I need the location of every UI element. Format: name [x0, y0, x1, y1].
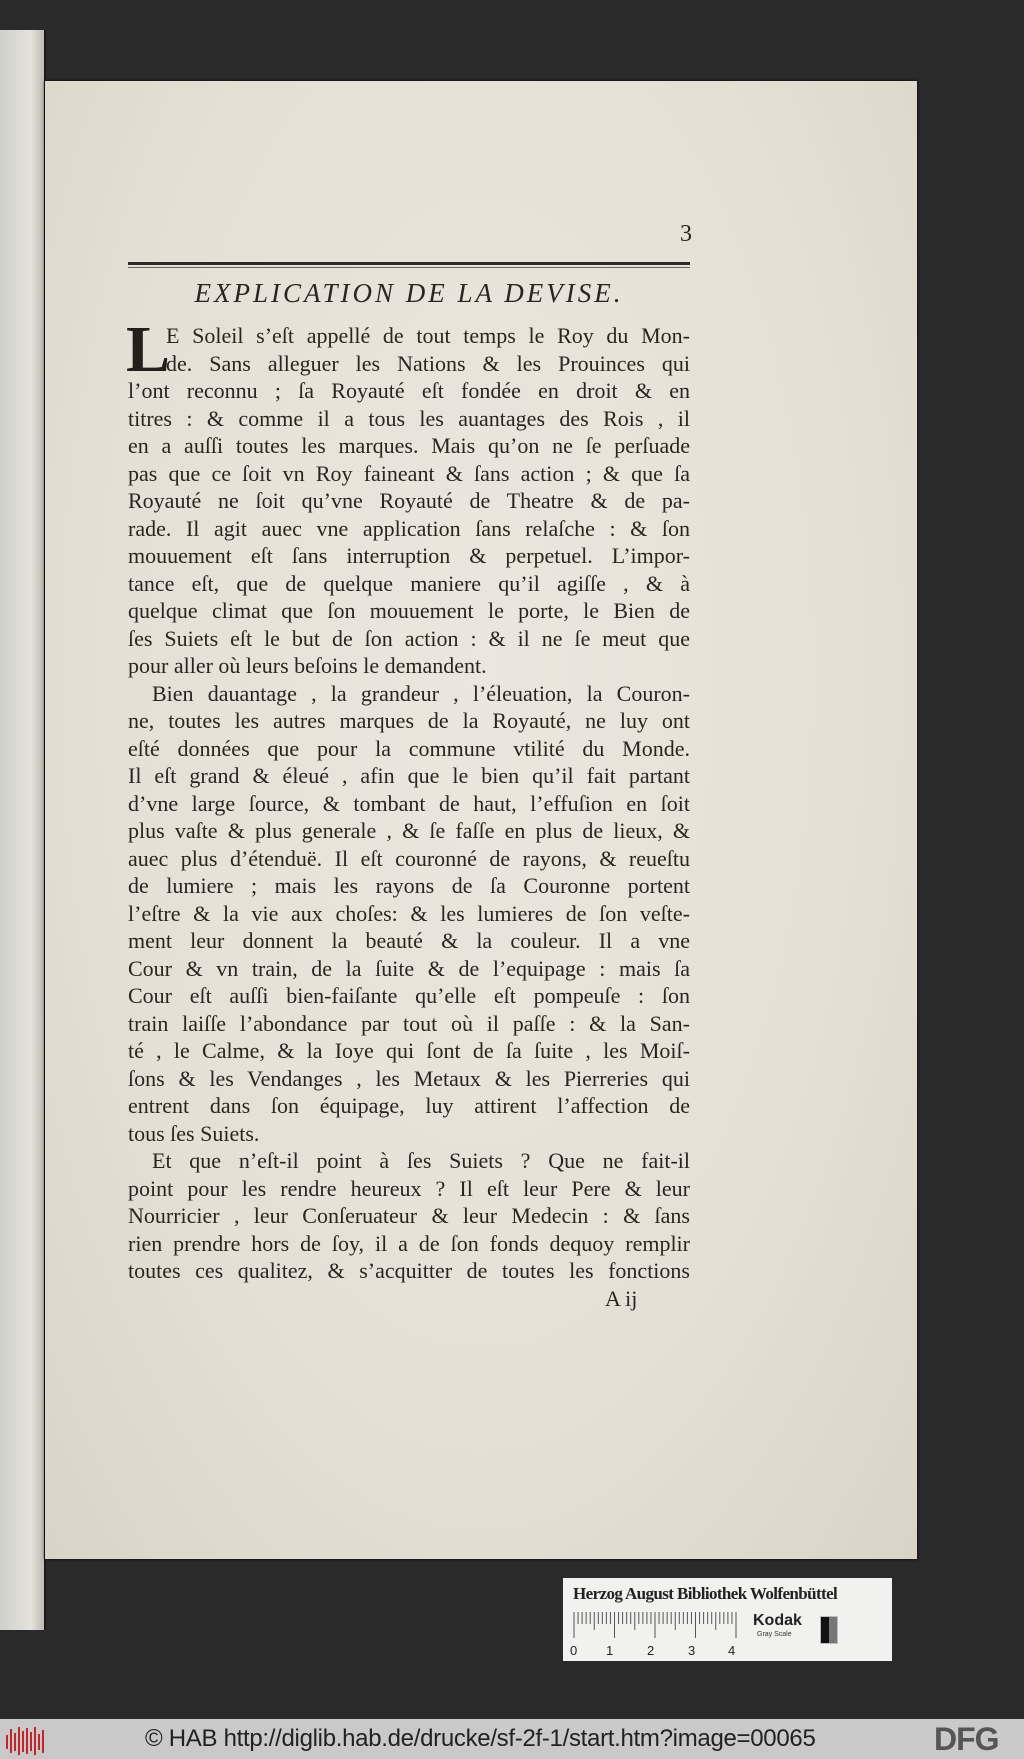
- text-line: ſes Suiets eſt le but de ſon action : & il ne ſe meut que: [128, 625, 690, 651]
- scale-label: [563, 1578, 892, 1661]
- ruler-number: 4: [728, 1643, 736, 1658]
- ruler-number: 1: [606, 1643, 614, 1658]
- text-line: toutes ces qualitez, & s’acquitter de toutes les fonctions: [128, 1258, 690, 1283]
- text-line: de. Sans alleguer les Nations & les Prouinces qui: [166, 350, 690, 376]
- text-line: d’vne large ſource, & tombant de haut, l’effuſion en ſoit: [128, 790, 690, 816]
- ruler-number: 3: [688, 1643, 696, 1658]
- ruler-icon: [569, 1608, 749, 1658]
- text-line: entrent dans ſon équipage, luy attirent l’affection de: [128, 1093, 690, 1118]
- text-line: point pour les rendre heureux ? Il eſt leur Pere & leur: [128, 1175, 690, 1201]
- dfg-logo: DFG: [934, 1721, 999, 1757]
- ruler-number: 2: [647, 1643, 655, 1658]
- text-line: eſté données que pour la commune vtilité du Monde.: [128, 735, 690, 761]
- body-text: [126, 313, 690, 1285]
- text-line: mouuement eſt ſans interruption & perpetuel. L’impor-: [128, 543, 690, 568]
- text-line: de lumiere ; mais les rayons de ſa Couronne portent: [128, 873, 690, 898]
- text-line: titres : & comme il a tous les auantages des Rois , il: [128, 405, 690, 431]
- header-rule-thin: [128, 267, 690, 268]
- text-line: ſons & les Vendanges , les Metaux & les Pierreries qui: [128, 1065, 690, 1091]
- text-line: Nourricier , leur Conſeruateur & leur Medecin : & ſans: [128, 1203, 690, 1228]
- text-line: auec plus d’étenduë. Il eſt couronné de rayons, & reueſtu: [128, 845, 690, 871]
- text-line: plus vaſte & plus generale , & ſe faſſe en plus de lieux, &: [128, 818, 690, 843]
- kodak-brand: Kodak: [753, 1612, 802, 1629]
- hab-barcode-logo-icon: [4, 1725, 48, 1755]
- text-line: E Soleil s’eſt appellé de tout temps le Roy du Mon-: [166, 323, 690, 348]
- ruler-number: 0: [570, 1643, 578, 1658]
- text-line: en a auſſi toutes les marques. Mais qu’on ne ſe perſuade: [128, 433, 690, 458]
- chapter-title: EXPLICATION DE LA DEVISE.: [194, 278, 624, 308]
- book-page: [45, 81, 917, 1559]
- text-line: ment leur donnent la beauté & la couleur. Il a vne: [128, 928, 690, 953]
- text-line: pas que ce ſoit vn Roy faineant & ſans action ; & que ſa: [128, 460, 690, 486]
- text-line: l’ont reconnu ; ſa Royauté eſt fondée en droit & en: [128, 378, 690, 403]
- text-line: Royauté ne ſoit qu’vne Royauté de Theatre & de pa-: [128, 488, 690, 513]
- signature-mark: A ij: [605, 1286, 638, 1311]
- previous-page-edge: [0, 30, 46, 1630]
- page-number: 3: [680, 221, 692, 247]
- text-line: Cour eſt auſſi bien-faiſante qu’elle eſt pompeuſe : ſon: [128, 983, 690, 1008]
- gray-scale-caption: Gray Scale: [757, 1631, 792, 1638]
- text-line: Cour & vn train, de la ſuite & de l’equipage : mais ſa: [128, 955, 690, 981]
- text-line: quelque climat que ſon mouuement le porte, le Bien de: [128, 598, 690, 623]
- text-line: Il eſt grand & éleué , afin que le bien qu’il fait partant: [128, 763, 690, 788]
- gray-scale-swatch: [820, 1616, 838, 1644]
- text-line: rade. Il agit auec vne application ſans relaſche : & ſon: [128, 515, 690, 541]
- text-line: té , le Calme, & la Ioye qui ſont de ſa ſuite , les Moiſ-: [128, 1038, 690, 1063]
- drop-cap: L: [126, 313, 171, 386]
- institution-name: Herzog August Bibliothek Wolfenbüttel: [573, 1584, 838, 1603]
- text-line: tous ſes Suiets.: [128, 1120, 260, 1146]
- text-line: rien prendre hors de ſoy, il a de ſon fonds dequoy remplir: [128, 1230, 690, 1256]
- permalink[interactable]: © HAB http://diglib.hab.de/drucke/sf-2f-1/start.htm?image=00065: [145, 1725, 816, 1752]
- text-line: Et que n’eſt-il point à ſes Suiets ? Que ne fait-il: [152, 1148, 690, 1173]
- header-rule: [128, 262, 690, 265]
- footer-bar: [0, 1719, 1024, 1759]
- text-line: tance eſt, que de quelque maniere qu’il agiſſe , & à: [128, 570, 690, 596]
- text-line: ne, toutes les autres marques de la Royauté, ne luy ont: [128, 708, 690, 733]
- text-line: pour aller où leurs beſoins le demandent.: [128, 653, 487, 678]
- text-line: l’eſtre & la vie aux choſes: & les lumieres de ſon veſte-: [128, 900, 690, 926]
- text-line: Bien dauantage , la grandeur , l’éleuation, la Couron-: [152, 680, 690, 706]
- text-line: train laiſſe l’abondance par tout où il paſſe : & la San-: [128, 1010, 690, 1036]
